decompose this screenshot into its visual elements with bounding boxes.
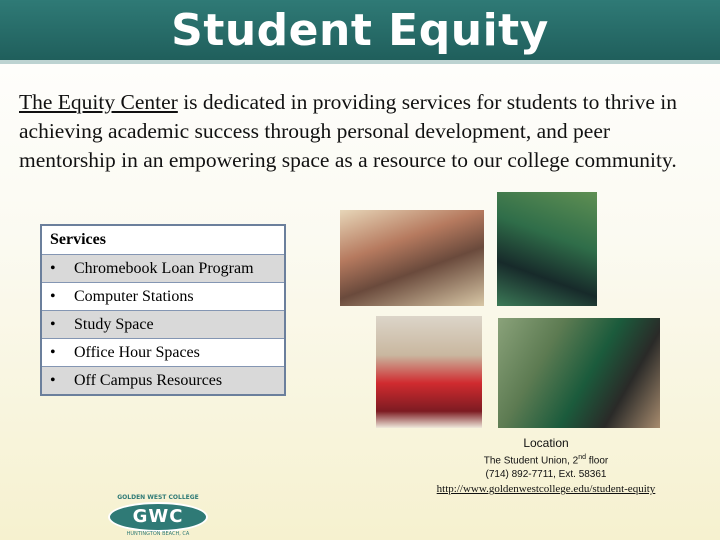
students-portrait-photo <box>498 318 660 428</box>
college-logo <box>108 496 208 536</box>
equity-center-link[interactable]: The Equity Center <box>19 90 178 114</box>
address-superscript: nd <box>578 454 587 461</box>
service-item <box>42 254 284 282</box>
logo-bottom-text: HUNTINGTON BEACH, CA <box>126 531 190 537</box>
dance-performance-photo <box>376 316 482 428</box>
service-item <box>42 310 284 338</box>
service-item <box>42 366 284 394</box>
location-phone: (714) 892-7711, Ext. 58361 <box>485 469 607 481</box>
service-item <box>42 338 284 366</box>
service-item-label: Study Space <box>74 316 154 333</box>
location-address <box>426 451 666 468</box>
student-equity-link[interactable]: http://www.goldenwestcollege.edu/student-equity <box>436 483 656 496</box>
students-group-photo <box>340 210 484 306</box>
header-divider <box>0 60 720 64</box>
address-text: The Student Union, 2 <box>483 455 579 467</box>
services-heading: Services <box>42 226 284 254</box>
bullet-icon: • <box>50 260 56 277</box>
address-floor: floor <box>586 455 609 467</box>
location-title: Location <box>523 436 569 450</box>
service-item-label: Computer Stations <box>74 288 194 305</box>
services-table <box>40 224 286 396</box>
logo-mark: GWC <box>132 506 184 527</box>
bullet-icon: • <box>50 344 56 361</box>
intro-text: is dedicated in providing services for students to thrive in achieving academic success through personal development, and peer mentorship in an empowering space as a resource to our college community. <box>19 90 677 172</box>
service-item-label: Off Campus Resources <box>74 372 223 389</box>
service-item-label: Chromebook Loan Program <box>74 260 254 277</box>
location-block <box>426 436 666 496</box>
page-title: Student Equity <box>171 5 549 56</box>
bullet-icon: • <box>50 372 56 389</box>
bullet-icon: • <box>50 288 56 305</box>
service-item <box>42 282 284 310</box>
logo-top-text: GOLDEN WEST COLLEGE <box>117 494 199 501</box>
service-item-label: Office Hour Spaces <box>74 344 200 361</box>
graduation-photo <box>497 192 597 306</box>
bullet-icon: • <box>50 316 56 333</box>
intro-paragraph <box>19 88 709 175</box>
